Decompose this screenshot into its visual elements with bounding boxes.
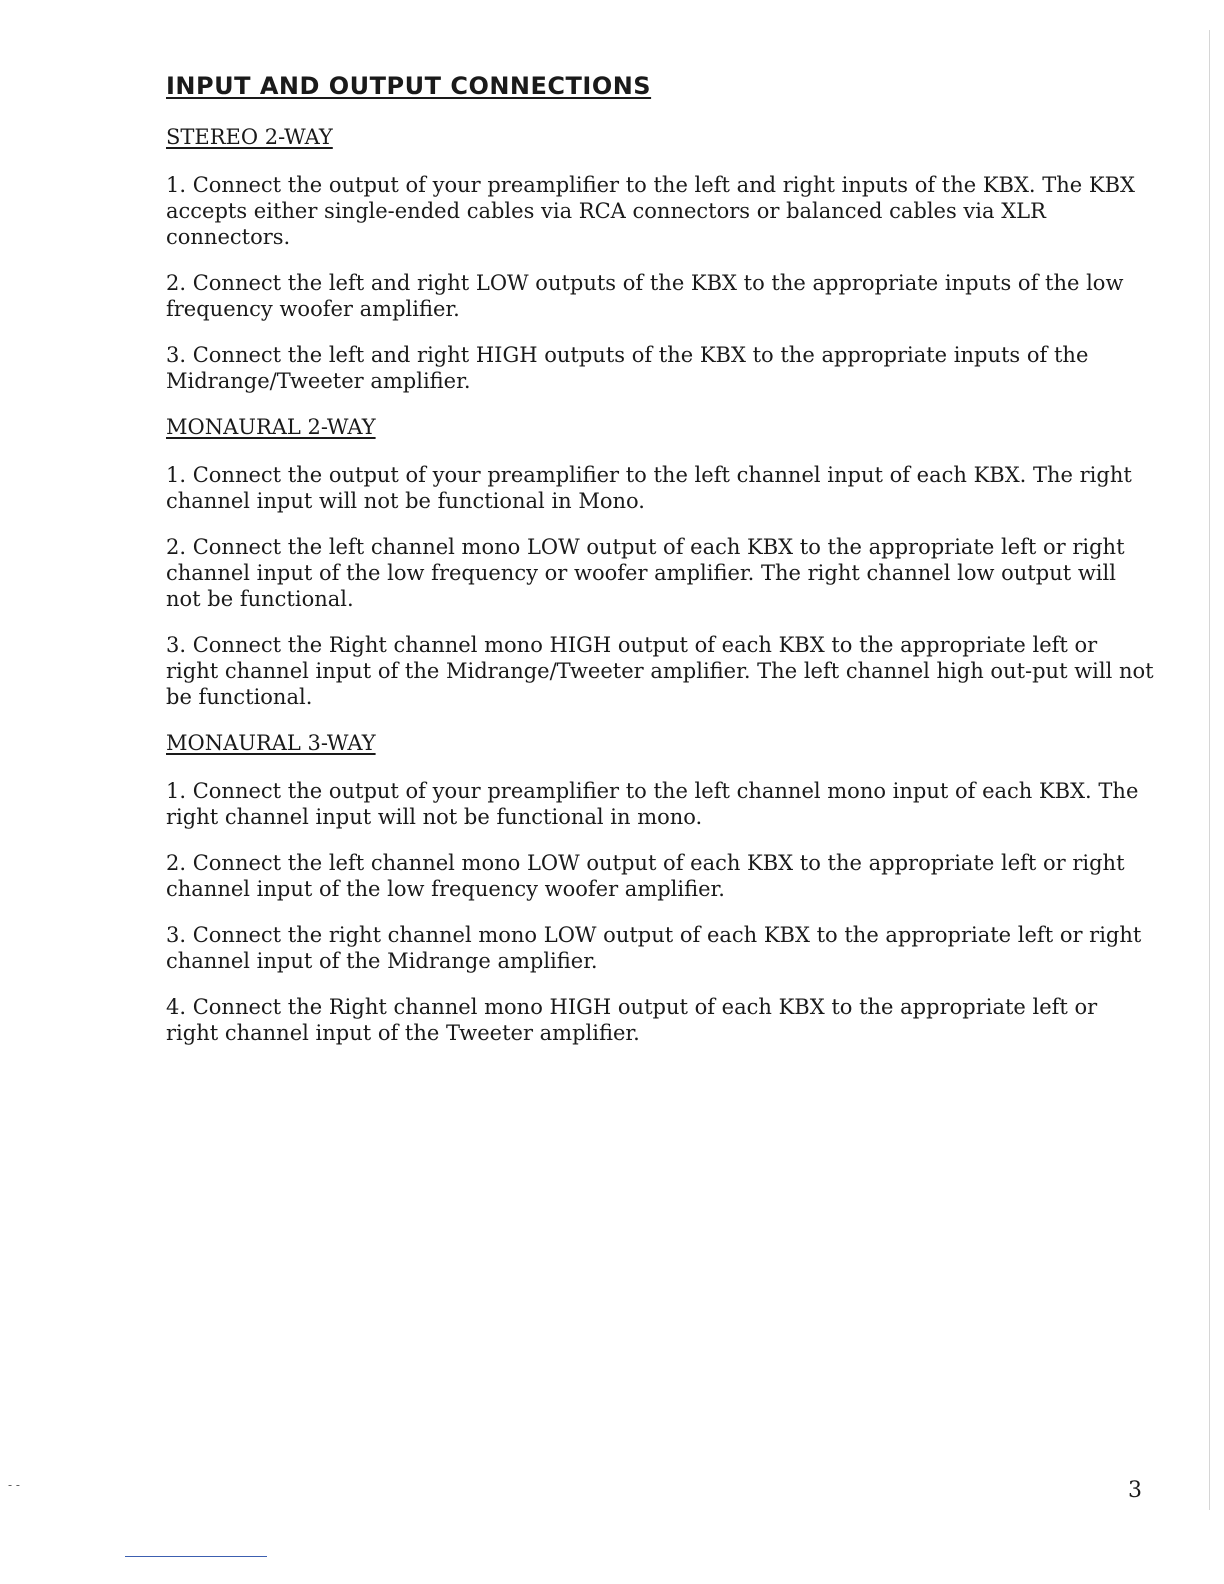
- section-stereo-2-way: [166, 124, 1156, 394]
- instruction-item: 1. Connect the output of your preamplifier to the left and right inputs of the KBX. The KBX accepts either single-ended cables via RCA connectors or balanced cables via XLR connectors.: [166, 173, 1135, 249]
- instruction-item: 3. Connect the right channel mono LOW output of each KBX to the appropriate left or right channel input of the Midrange amplifier.: [166, 923, 1142, 973]
- section-heading: STEREO 2-WAY: [166, 125, 333, 149]
- section-heading: MONAURAL 2-WAY: [166, 415, 376, 439]
- scan-edge-line: [1209, 30, 1210, 1510]
- instruction-item: 4. Connect the Right channel mono HIGH output of each KBX to the appropriate left or right channel input of the Tweeter amplifier.: [166, 995, 1098, 1045]
- instruction-item: 1. Connect the output of your preamplifier to the left channel input of each KBX. The right channel input will not be functional in Mono.: [166, 463, 1132, 513]
- instruction-item: 1. Connect the output of your preamplifier to the left channel mono input of each KBX. The right channel input will not be functional in mono.: [166, 779, 1139, 829]
- scan-mark: - -: [8, 1478, 20, 1492]
- section-monaural-3-way: [166, 730, 1156, 1046]
- section-monaural-2-way: [166, 414, 1156, 710]
- instruction-item: 2. Connect the left and right LOW outputs of the KBX to the appropriate inputs of the low frequency woofer amplifier.: [166, 271, 1124, 321]
- page-title: INPUT AND OUTPUT CONNECTIONS: [166, 72, 652, 100]
- footer-rule: [125, 1556, 267, 1557]
- instruction-item: 3. Connect the Right channel mono HIGH output of each KBX to the appropriate left or right channel input of the Midrange/Tweeter amplifier. The left channel high out-put will not be functional.: [166, 633, 1154, 709]
- instruction-item: 2. Connect the left channel mono LOW output of each KBX to the appropriate left or right channel input of the low frequency or woofer amplifier. The right channel low output will not be functional.: [166, 535, 1125, 611]
- document-content: [166, 70, 1156, 1066]
- page-number: 3: [1128, 1478, 1142, 1503]
- instruction-item: 3. Connect the left and right HIGH outputs of the KBX to the appropriate inputs of the Midrange/Tweeter amplifier.: [166, 343, 1089, 393]
- section-heading: MONAURAL 3-WAY: [166, 731, 376, 755]
- instruction-item: 2. Connect the left channel mono LOW output of each KBX to the appropriate left or right channel input of the low frequency woofer amplifier.: [166, 851, 1125, 901]
